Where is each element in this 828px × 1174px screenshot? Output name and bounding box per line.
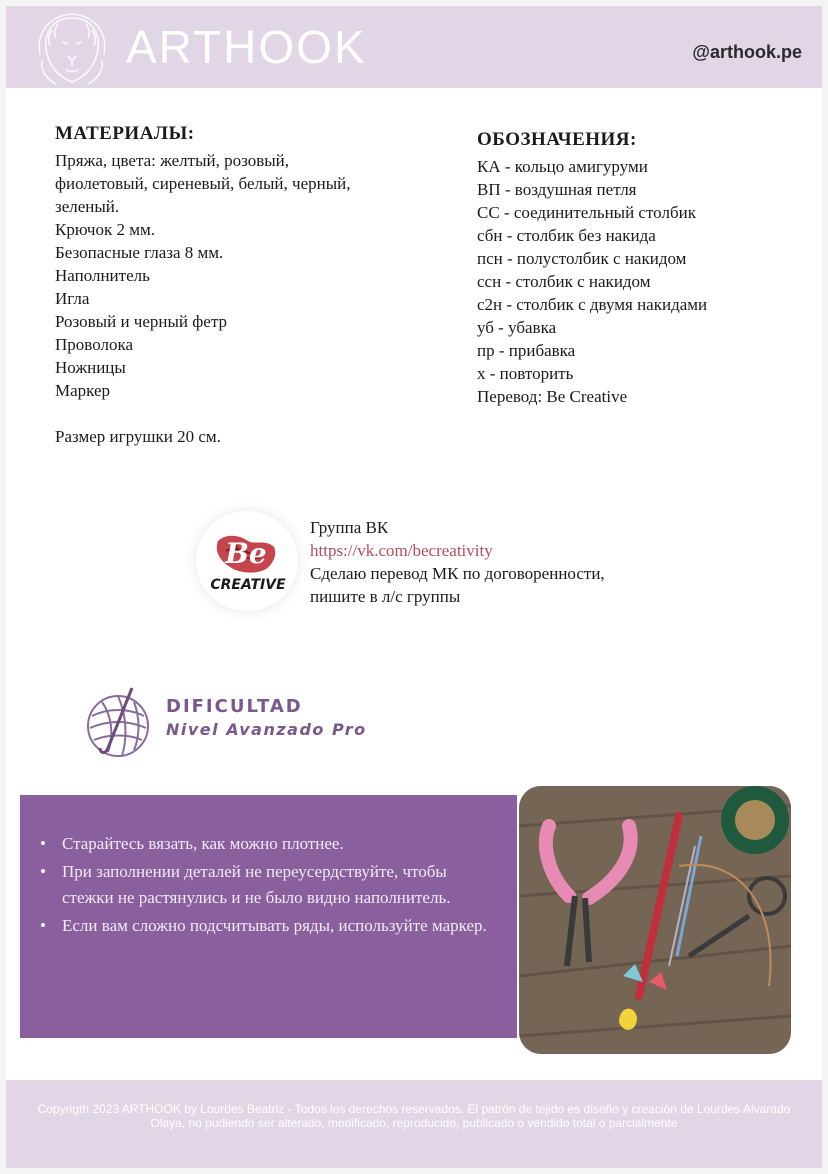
tip-item: • Старайтесь вязать, как можно плотнее. — [60, 831, 497, 857]
materials-section — [55, 122, 415, 448]
yarn-ball-hook-icon — [78, 686, 158, 760]
legend-line: КА - кольцо амигуруми — [477, 157, 648, 176]
header-banner — [6, 6, 822, 88]
page — [6, 6, 822, 1168]
tips-list — [20, 795, 517, 939]
vk-group-note: Сделаю перевод МК по договоренности, — [310, 564, 605, 583]
materials-line: Пряжа, цвета: желтый, розовый, — [55, 151, 290, 170]
tip-item: • При заполнении деталей не переусердствуйте, чтобы стежки не растянулись и не было видно наполнитель. — [60, 859, 497, 911]
vk-group-label: Группа ВК — [310, 518, 389, 537]
be-creative-logo — [196, 511, 298, 611]
vk-group-block — [310, 516, 690, 608]
materials-line: Проволока — [55, 335, 133, 354]
brand-title: ARTHOOK — [126, 21, 367, 73]
legend-line: СС - соединительный столбик — [477, 203, 696, 222]
legend-line: уб - убавка — [477, 318, 557, 337]
legend-line: с2н - столбик с двумя накидами — [477, 295, 708, 314]
tips-box — [20, 795, 517, 1038]
materials-line: Маркер — [55, 381, 111, 400]
materials-line: Наполнитель — [55, 266, 150, 285]
legend-title: ОБОЗНАЧЕНИЯ: — [477, 129, 637, 150]
legend-line: Перевод: Be Creative — [477, 387, 628, 406]
instagram-handle: @arthook.pe — [692, 42, 802, 62]
footer-banner — [6, 1080, 822, 1168]
logo-be-text: Be — [225, 537, 267, 570]
copyright-text: Copyrigth 2023 ARTHOOK by Lourdes Beatriz - Todos los derechos reservados. El patrón de tejido es diseño y creación de Lourdes Alvarado Olaya, no pudiendo ser alterado, modificado, reproducido, publicado o vendido total o parcialmente — [37, 1102, 791, 1130]
vk-group-note: пишите в л/с группы — [310, 587, 461, 606]
materials-line: Игла — [55, 289, 90, 308]
toy-size: Размер игрушки 20 см. — [55, 427, 221, 446]
materials-title: МАТЕРИАЛЫ: — [55, 123, 195, 144]
materials-line: фиолетовый, сиреневый, белый, черный, — [55, 174, 351, 193]
legend-section — [477, 128, 817, 408]
legend-line: ВП - воздушная петля — [477, 180, 637, 199]
legend-line: пр - прибавка — [477, 341, 576, 360]
materials-line: Безопасные глаза 8 мм. — [55, 243, 224, 262]
lion-logo-icon — [32, 10, 112, 88]
materials-line: Ножницы — [55, 358, 126, 377]
tip-item: • Если вам сложно подсчитывать ряды, используйте маркер. — [60, 913, 497, 939]
legend-line: псн - полустолбик с накидом — [477, 249, 687, 268]
legend-line: ссн - столбик с накидом — [477, 272, 651, 291]
materials-line: зеленый. — [55, 197, 120, 216]
crochet-tools-photo — [519, 786, 791, 1054]
vk-group-link[interactable]: https://vk.com/becreativity — [310, 541, 493, 560]
difficulty-title: DIFICULTAD — [166, 696, 303, 717]
materials-line: Розовый и черный фетр — [55, 312, 227, 331]
legend-line: х - повторить — [477, 364, 574, 383]
legend-line: сбн - столбик без накида — [477, 226, 656, 245]
materials-line: Крючок 2 мм. — [55, 220, 155, 239]
logo-creative-text: CREATIVE — [210, 577, 286, 593]
difficulty-level: Nivel Avanzado Pro — [166, 720, 367, 739]
